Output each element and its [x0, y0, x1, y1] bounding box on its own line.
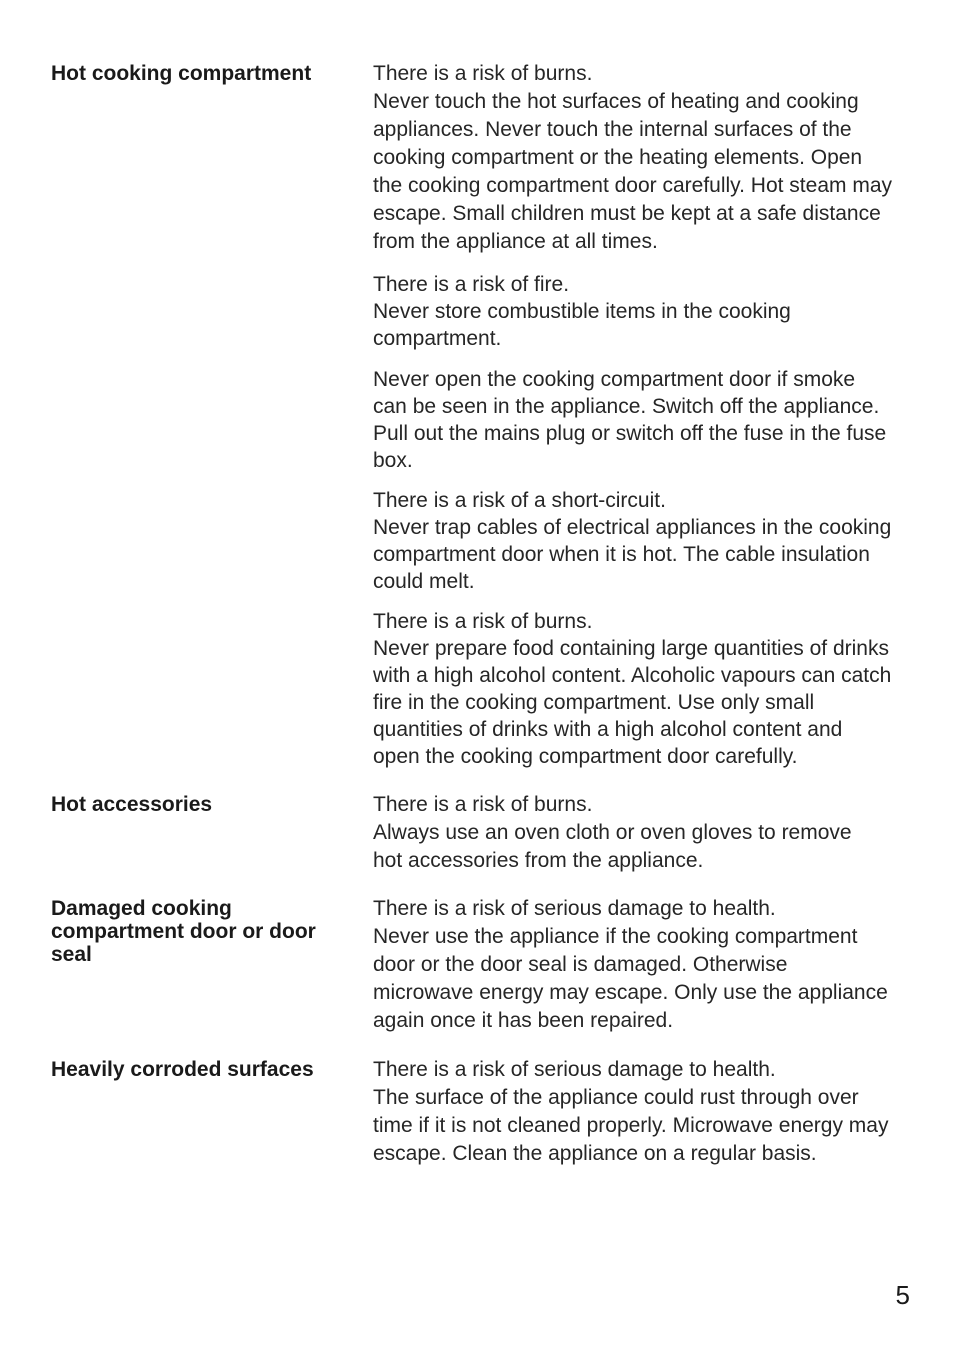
- paragraph-text: Never prepare food containing large quantities of drinks with a high alcohol content. Alcoholic vapours can catch fire in the cooking compartment. Use only small quantities of drinks with a high alcohol content and open the cooking compartment door carefully.: [373, 637, 892, 768]
- paragraph-lead: There is a risk of burns.: [373, 793, 593, 816]
- paragraph-lead: There is a risk of serious damage to health.: [373, 897, 776, 920]
- paragraph-lead: There is a risk of serious damage to health.: [373, 1058, 776, 1081]
- section-label: Heavily corroded surfaces: [51, 1058, 314, 1081]
- paragraph-lead: There is a risk of burns.: [373, 610, 593, 633]
- paragraph-text: Never open the cooking compartment door if smoke can be seen in the appliance. Switch off the appliance. Pull out the mains plug or switch off the fuse in the fuse box.: [373, 368, 887, 472]
- paragraph-text: The surface of the appliance could rust through over time if it is not cleaned properly. Microwave energy may escape. Clean the appliance on a regular basis.: [373, 1086, 889, 1165]
- paragraph-text: Never touch the hot surfaces of heating and cooking appliances. Never touch the internal surfaces of the cooking compartment or the heating elements. Open the cooking compartment door carefully. Hot steam may escape. Small children must be kept at a safe distance from the appliance at all times.: [373, 90, 893, 253]
- paragraph-text: Never trap cables of electrical appliances in the cooking compartment door when it is hot. The cable insulation could melt.: [373, 516, 892, 593]
- paragraph-lead: There is a risk of a short-circuit.: [373, 489, 666, 512]
- paragraph-lead: There is a risk of burns.: [373, 62, 593, 85]
- section-label: Hot accessories: [51, 793, 213, 816]
- paragraph-lead: There is a risk of fire.: [373, 273, 570, 296]
- section-label: Hot cooking compartment: [51, 62, 312, 85]
- paragraph-text: Never store combustible items in the cooking compartment.: [373, 300, 791, 350]
- section-label: Damaged cooking compartment door or door seal: [51, 897, 316, 966]
- paragraph-text: Always use an oven cloth or oven gloves to remove hot accessories from the appliance.: [373, 821, 852, 872]
- page-number: 5: [895, 1280, 910, 1310]
- paragraph-text: Never use the appliance if the cooking compartment door or the door seal is damaged. Otherwise microwave energy may escape. Only use the appliance again once it has been repaired.: [373, 925, 888, 1032]
